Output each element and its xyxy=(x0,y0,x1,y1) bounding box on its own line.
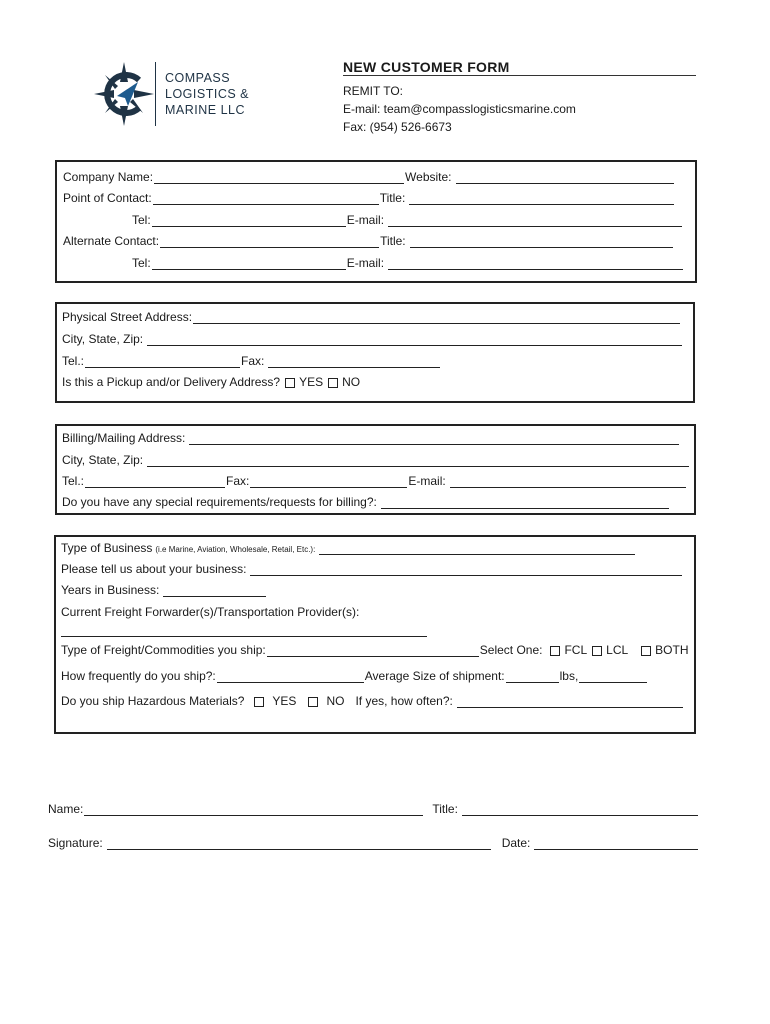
alternate-email-field[interactable] xyxy=(388,258,683,270)
alternate-tel-field[interactable] xyxy=(152,258,346,270)
footer-title-field[interactable] xyxy=(462,804,698,816)
contact-title-field[interactable] xyxy=(409,193,674,205)
alternate-title-field[interactable] xyxy=(410,236,673,248)
billing-city-row xyxy=(62,451,690,467)
form-title: NEW CUSTOMER FORM xyxy=(343,59,510,75)
company-name-line-2: LOGISTICS & xyxy=(165,87,249,101)
contact-email-field[interactable] xyxy=(388,215,682,227)
freight-type-label: Type of Freight/Commodities you ship: xyxy=(61,643,266,657)
billing-special-row xyxy=(62,493,670,509)
billing-address-row xyxy=(62,429,680,445)
billing-special-label: Do you have any special requirements/requests for billing?: xyxy=(62,495,377,509)
billing-city-field[interactable] xyxy=(147,455,689,467)
physical-fax-label: Fax: xyxy=(241,354,265,368)
pickup-no-checkbox[interactable] xyxy=(328,378,338,388)
website-field[interactable] xyxy=(456,172,674,184)
business-tell-field[interactable] xyxy=(250,564,682,576)
how-often-field[interactable] xyxy=(457,696,683,708)
footer-date-field[interactable] xyxy=(534,838,698,850)
pickup-question-label: Is this a Pickup and/or Delivery Address? xyxy=(62,375,281,389)
frequency-label: How frequently do you ship?: xyxy=(61,669,216,683)
remit-to-label: REMIT TO: xyxy=(343,84,404,98)
contact-email-label: E-mail: xyxy=(346,213,385,227)
hazmat-no-checkbox[interactable] xyxy=(308,697,318,707)
footer-title-label: Title: xyxy=(432,802,458,816)
logo-divider xyxy=(155,62,156,126)
physical-street-row xyxy=(62,308,681,324)
hazmat-no-label: NO xyxy=(326,694,345,708)
alternate-tel-label: Tel: xyxy=(132,256,151,270)
years-in-business-field[interactable] xyxy=(163,585,266,597)
physical-street-label: Physical Street Address: xyxy=(62,310,193,324)
alternate-email-label: E-mail: xyxy=(346,256,385,270)
hazmat-row xyxy=(61,692,684,708)
contact-title-label: Title: xyxy=(379,191,406,205)
footer-name-row xyxy=(48,800,699,816)
remit-fax: Fax: (954) 526-6673 xyxy=(343,120,452,134)
frequency-row xyxy=(61,667,648,683)
billing-tel-row xyxy=(62,472,687,488)
company-name-row xyxy=(63,168,675,184)
avg-size-label: Average Size of shipment: xyxy=(364,669,505,683)
remit-email: E-mail: team@compasslogisticsmarine.com xyxy=(343,102,576,116)
forwarder-label: Current Freight Forwarder(s)/Transportation Provider(s): xyxy=(61,605,360,619)
lbs-field[interactable] xyxy=(579,671,647,683)
frequency-field[interactable] xyxy=(217,671,364,683)
business-tell-label: Please tell us about your business: xyxy=(61,562,247,576)
physical-tel-label: Tel.: xyxy=(62,354,85,368)
fcl-checkbox[interactable] xyxy=(550,646,560,656)
company-logo xyxy=(92,60,156,128)
business-type-note: (i.e Marine, Aviation, Wholesale, Retail, Etc.): xyxy=(155,545,316,554)
both-label: BOTH xyxy=(655,643,689,657)
fcl-label: FCL xyxy=(564,643,588,657)
billing-email-label: E-mail: xyxy=(408,474,446,488)
pickup-no-label: NO xyxy=(342,375,361,389)
physical-tel-row xyxy=(62,352,441,368)
lcl-label: LCL xyxy=(606,643,629,657)
forwarder-field[interactable] xyxy=(61,625,427,637)
hazmat-yes-checkbox[interactable] xyxy=(254,697,264,707)
contact-tel-field[interactable] xyxy=(152,215,346,227)
company-name-line-3: MARINE LLC xyxy=(165,103,246,117)
title-underline xyxy=(343,75,696,76)
physical-city-label: City, State, Zip: xyxy=(62,332,144,346)
contact-tel-label: Tel: xyxy=(132,213,151,227)
physical-city-field[interactable] xyxy=(147,334,682,346)
years-in-business-label: Years in Business: xyxy=(61,583,160,597)
footer-signature-row xyxy=(48,834,699,850)
company-name-label: Company Name: xyxy=(63,170,154,184)
company-name-line-1: COMPASS xyxy=(165,71,231,85)
alternate-contact-field[interactable] xyxy=(160,236,379,248)
freight-type-field[interactable] xyxy=(267,645,479,657)
physical-city-row xyxy=(62,330,683,346)
forwarder-field-row xyxy=(61,621,427,637)
footer-signature-label: Signature: xyxy=(48,836,103,850)
business-type-row xyxy=(61,539,636,555)
pickup-delivery-row xyxy=(62,373,360,389)
company-name-field[interactable] xyxy=(154,172,404,184)
pickup-yes-label: YES xyxy=(299,375,324,389)
alternate-title-label: Title: xyxy=(380,234,406,248)
hazmat-yes-label: YES xyxy=(272,694,297,708)
point-of-contact-field[interactable] xyxy=(153,193,379,205)
point-of-contact-row xyxy=(63,189,675,205)
hazmat-label: Do you ship Hazardous Materials? xyxy=(61,694,245,708)
lbs-label: lbs, xyxy=(559,669,579,683)
freight-type-row xyxy=(61,641,689,657)
both-checkbox[interactable] xyxy=(641,646,651,656)
physical-fax-field[interactable] xyxy=(268,356,440,368)
footer-name-label: Name: xyxy=(48,802,84,816)
website-label: Website: xyxy=(405,170,452,184)
avg-size-field[interactable] xyxy=(506,671,559,683)
point-of-contact-label: Point of Contact: xyxy=(63,191,152,205)
compass-logo-icon xyxy=(92,60,156,128)
business-tell-row xyxy=(61,560,683,576)
billing-fax-field[interactable] xyxy=(250,476,407,488)
physical-tel-field[interactable] xyxy=(85,356,240,368)
how-often-label: If yes, how often?: xyxy=(355,694,453,708)
select-one-label: Select One: xyxy=(479,643,543,657)
footer-name-field[interactable] xyxy=(84,804,423,816)
forwarder-row xyxy=(61,603,359,619)
billing-fax-label: Fax: xyxy=(226,474,250,488)
business-type-field[interactable] xyxy=(319,543,635,555)
billing-tel-label: Tel.: xyxy=(62,474,85,488)
billing-address-field[interactable] xyxy=(189,433,679,445)
billing-city-label: City, State, Zip: xyxy=(62,453,144,467)
billing-special-field[interactable] xyxy=(381,497,669,509)
alternate-contact-label: Alternate Contact: xyxy=(63,234,160,248)
billing-tel-field[interactable] xyxy=(85,476,225,488)
years-in-business-row xyxy=(61,581,267,597)
lcl-checkbox[interactable] xyxy=(592,646,602,656)
physical-street-field[interactable] xyxy=(193,312,680,324)
contact-tel-row xyxy=(132,211,683,227)
business-type-label: Type of Business xyxy=(61,541,153,555)
footer-signature-field[interactable] xyxy=(107,838,491,850)
alternate-contact-row xyxy=(63,232,674,248)
pickup-yes-checkbox[interactable] xyxy=(285,378,295,388)
billing-email-field[interactable] xyxy=(450,476,686,488)
billing-address-label: Billing/Mailing Address: xyxy=(62,431,186,445)
alternate-tel-row xyxy=(132,254,684,270)
footer-date-label: Date: xyxy=(501,836,531,850)
